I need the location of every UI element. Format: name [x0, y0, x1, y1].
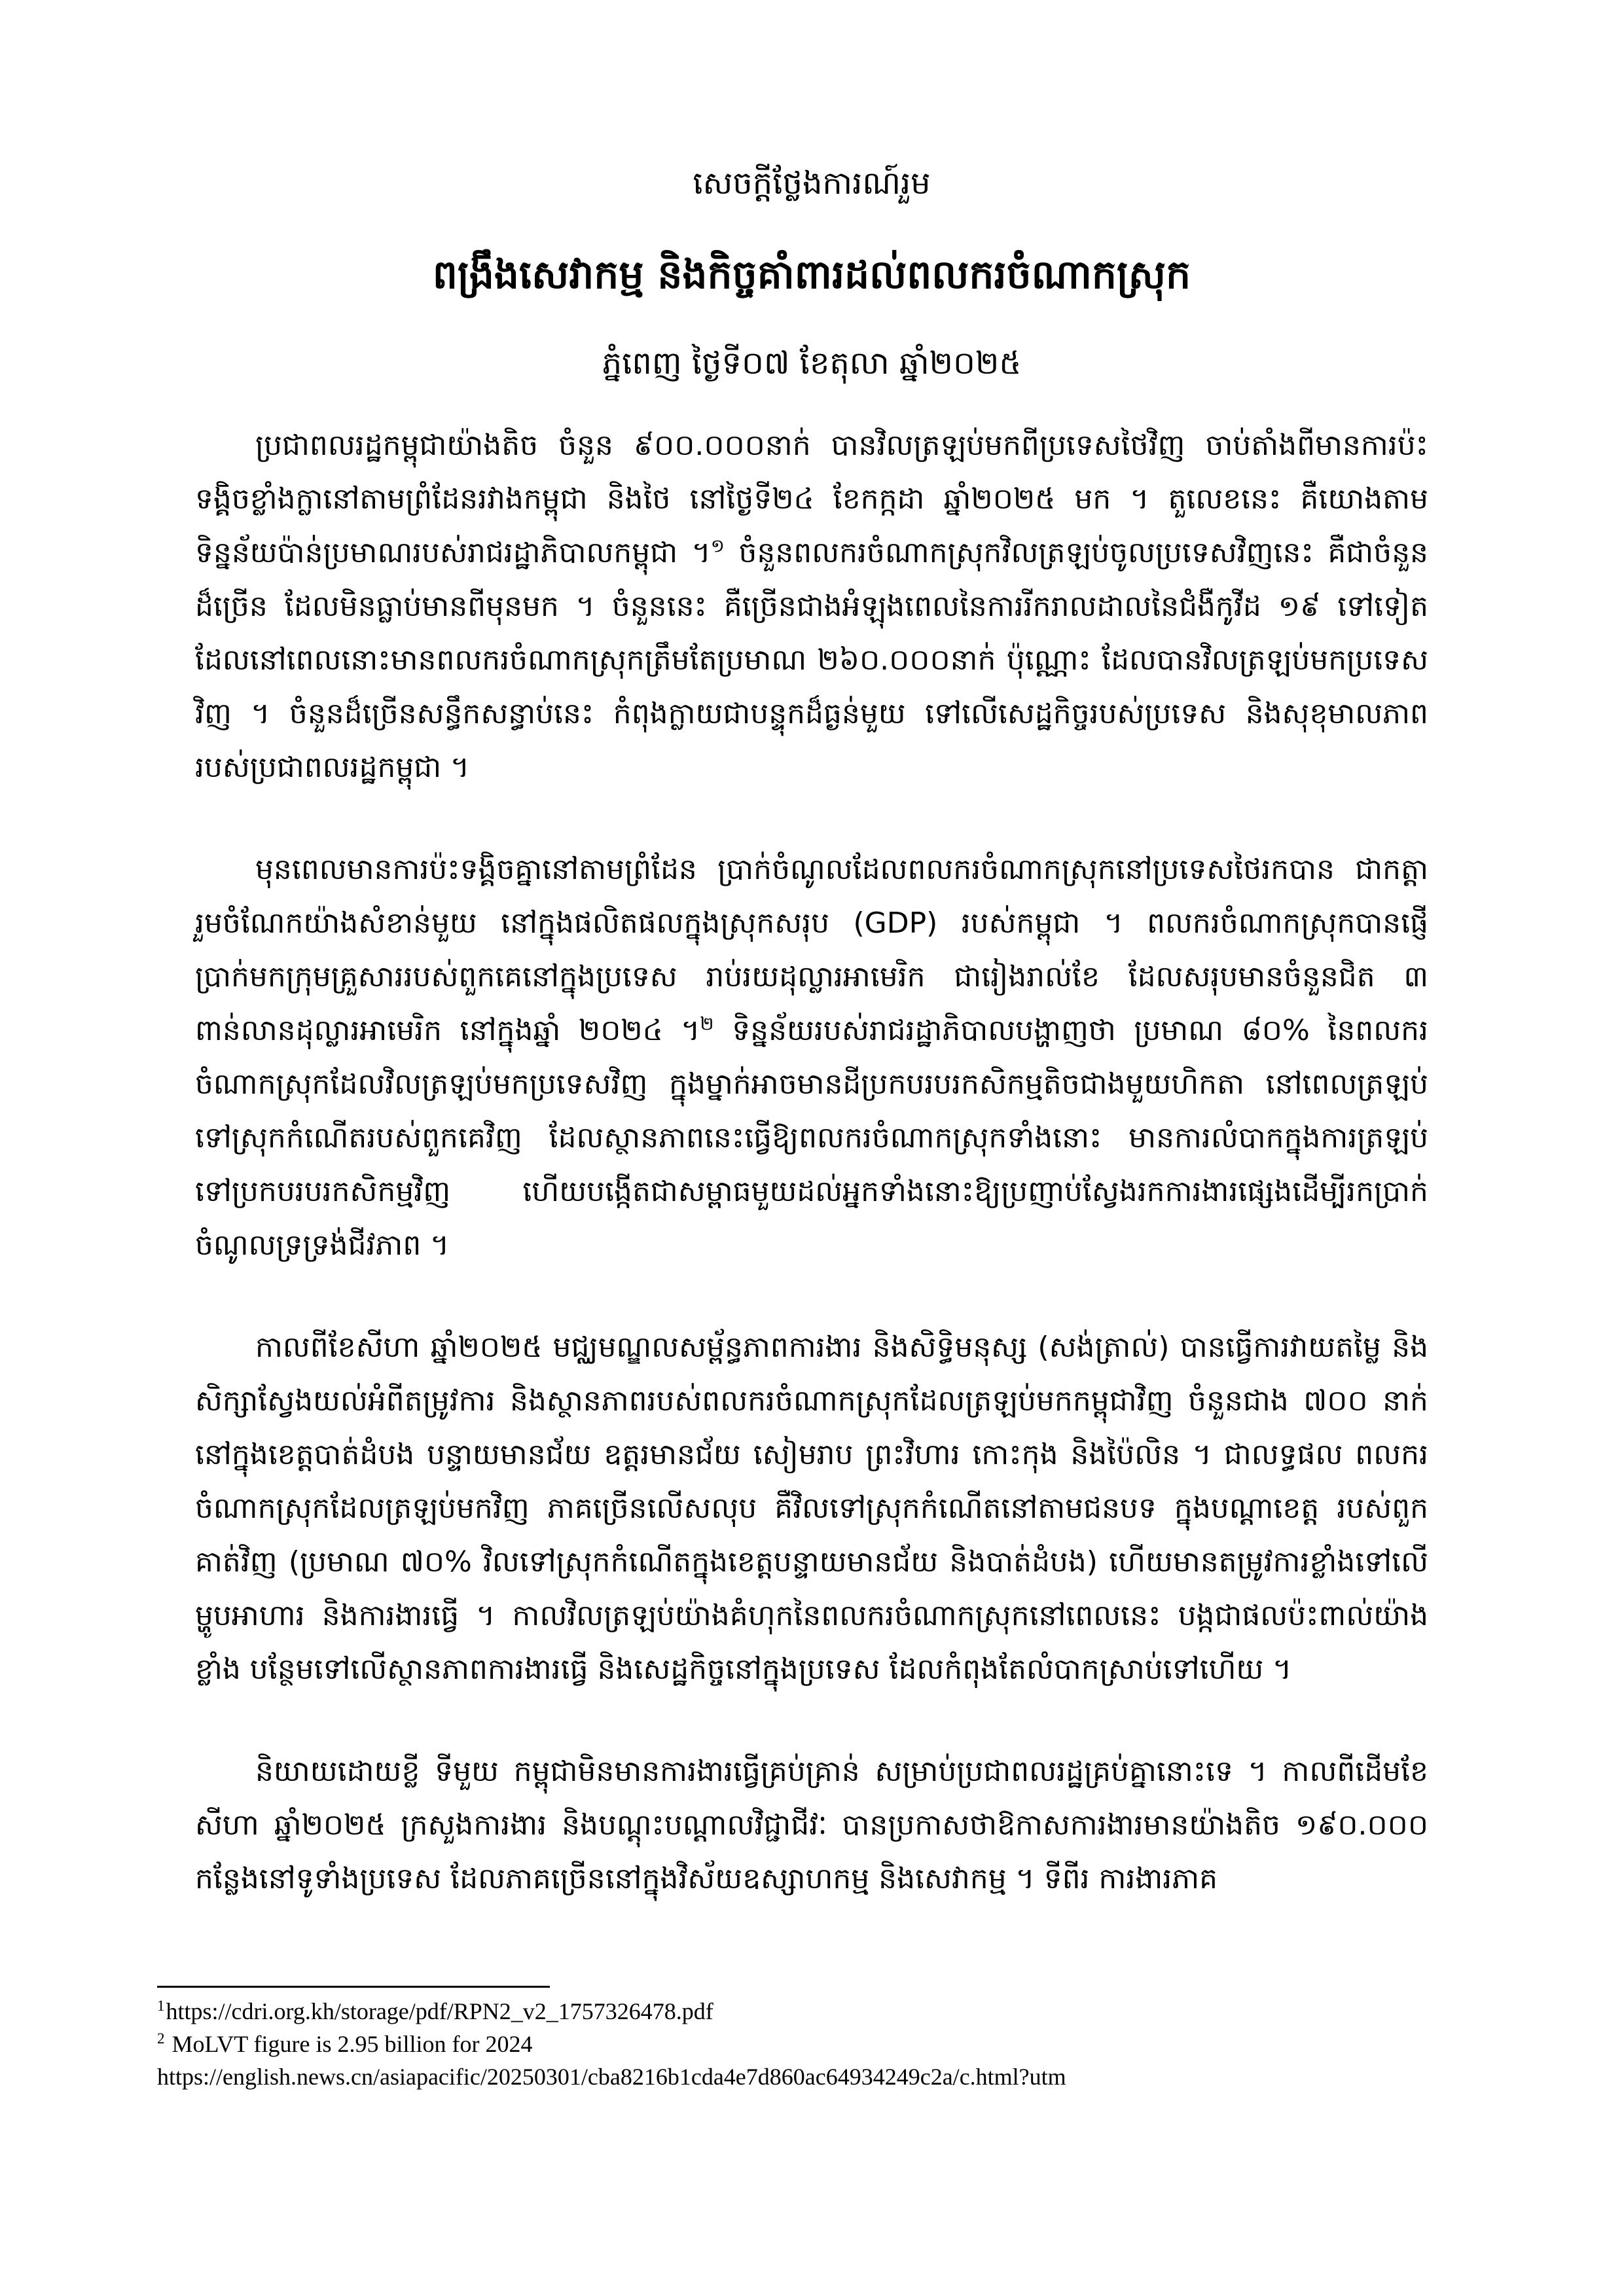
footnote-1	[157, 1995, 1466, 2028]
footnote-number: 1	[157, 1998, 165, 2014]
paragraph-1	[195, 419, 1428, 795]
paragraph-2	[195, 843, 1428, 1272]
footnote-number: 2	[157, 2030, 165, 2047]
document-type-heading: សេចក្ដីថ្លែងការណ៍រួម	[693, 165, 931, 202]
paragraph-3	[195, 1321, 1428, 1696]
paragraph-text: ប្រជាពលរដ្ឋកម្ពុជាយ៉ាងតិច ចំនួន ៩០០.០០០នាក់ បានវិលត្រឡប់មកពីប្រទេសថៃវិញ ចាប់តាំងពីមានការប៉ះទង្គិចខ្លាំងក្លានៅតាមព្រំដែនរវាងកម្ពុជា និងថៃ នៅថ្ងៃទី២៤ ខែកក្កដា ឆ្នាំ២០២៥ មក ។ តួលេខនេះ គឺយោងតាមទិន្នន័យប៉ាន់ប្រមាណរបស់រាជរដ្ឋាភិបាលកម្ពុជា ។	[195, 429, 1428, 569]
footnotes	[157, 1995, 1466, 2093]
paragraph-text: កាលពីខែសីហា ឆ្នាំ២០២៥ មជ្ឈមណ្ឌលសម្ព័ន្ធភាពការងារ និងសិទ្ធិមនុស្ស (សង់ត្រាល់) បានធ្វើការវាយតម្លៃ និងសិក្សាស្វែងយល់អំពីតម្រូវការ និងស្ថានភាពរបស់ពលករចំណាកស្រុកដែលត្រឡប់មកកម្ពុជាវិញ ចំនួនជាង ៧០០ នាក់ នៅក្នុងខេត្តបាត់ដំបង បន្ទាយមានជ័យ ឧត្ដរមានជ័យ សៀមរាប ព្រះវិហារ កោះកុង និងប៉ៃលិន ។ ជាលទ្ធផល ពលករចំណាកស្រុកដែលត្រឡប់មកវិញ ភាគច្រើនលើសលុប គឺវិលទៅស្រុកកំណើតនៅតាមជនបទ ក្នុងបណ្ដាខេត្ត របស់ពួកគាត់វិញ (ប្រមាណ ៧០% វិលទៅស្រុកកំណើតក្នុងខេត្តបន្ទាយមានជ័យ និងបាត់ដំបង) ហើយមានតម្រូវការខ្លាំងទៅលើម្ហូបអាហារ និងការងារធ្វើ ។ កាលវិលត្រឡប់យ៉ាងគំហុកនៃពលករចំណាកស្រុកនៅពេលនេះ បង្កជាផលប៉ះពាល់យ៉ាងខ្លាំង បន្ថែមទៅលើស្ថានភាពការងារធ្វើ និងសេដ្ឋកិច្ចនៅក្នុងប្រទេស ដែលកំពុងតែលំបាកស្រាប់ទៅហើយ ។	[195, 1331, 1429, 1686]
paragraph-text: ទិន្នន័យរបស់រាជរដ្ឋាភិបាលបង្ហាញថា ប្រមាណ ៨០% នៃពលករចំណាកស្រុកដែលវិលត្រឡប់មកប្រទេសវិញ ក្នុងម្នាក់អាចមានដីប្រកបរបរកសិកម្មតិចជាងមួយហិកតា នៅពេលត្រឡប់ទៅស្រុកកំណើតរបស់ពួកគេវិញ ដែលស្ថានភាពនេះធ្វើឱ្យពលករចំណាកស្រុកទាំងនោះ មានការលំបាកក្នុងការត្រឡប់ទៅប្រកបរបរកសិកម្មវិញ ហើយបង្កើតជាសម្ពាធមួយដល់អ្នកទាំងនោះឱ្យប្រញាប់ស្វែងរកការងារផ្សេងដើម្បីរកប្រាក់ចំណូលទ្រទ្រង់ជីវភាព ។	[195, 1014, 1428, 1262]
paragraph-4	[195, 1745, 1428, 1906]
paragraph-text: ចំនួនពលករចំណាកស្រុកវិលត្រឡប់ចូលប្រទេសវិញនេះ គឺជាចំនួនដ៏ច្រើន ដែលមិនធ្លាប់មានពីមុនមក ។ ចំនួននេះ គឺច្រើនជាងអំឡុងពេលនៃការរីករាលដាលនៃជំងឺកូវីដ ១៩ ទៅទៀត ដែលនៅពេលនោះមានពលករចំណាកស្រុកត្រឹមតែប្រមាណ ២៦០.០០០នាក់ ប៉ុណ្ណោះ ដែលបានវិលត្រឡប់មកប្រទេសវិញ ។ ចំនួនដ៏ច្រើនសន្ធឹកសន្ធាប់នេះ កំពុងក្លាយជាបន្ទុកដ៏ធ្ងន់មួយ ទៅលើសេដ្ឋកិច្ចរបស់ប្រទេស និងសុខុមាលភាពរបស់ប្រជាពលរដ្ឋកម្ពុជា ។	[195, 536, 1428, 784]
footnote-link[interactable]: https://cdri.org.kh/storage/pdf/RPN2_v2_1757326478.pdf	[166, 1998, 713, 2024]
footnote-2	[157, 2028, 1466, 2060]
footnote-link[interactable]: https://english.news.cn/asiapacific/20250301/cba8216b1cda4e7d860ac64934249c2a/c.html?utm	[157, 2064, 1066, 2090]
paragraph-text: និយាយដោយខ្លី ទីមួយ កម្ពុជាមិនមានការងារធ្វើគ្រប់គ្រាន់ សម្រាប់ប្រជាពលរដ្ឋគ្រប់គ្នានោះទេ ។ កាលពីដើមខែសីហា ឆ្នាំ២០២៥ ក្រសួងការងារ និងបណ្ដុះបណ្ដាលវិជ្ជាជីវៈ បានប្រកាសថាឱកាសការងារមានយ៉ាងតិច ១៩០.០០០ កន្លែងនៅទូទាំងប្រទេស ដែលភាគច្រើននៅក្នុងវិស័យឧស្សាហកម្ម និងសេវាកម្ម ។ ទីពីរ ការងារភាគ	[195, 1755, 1428, 1895]
footnote-reference-2[interactable]: ២	[700, 1013, 714, 1035]
footnote-text: MoLVT figure is 2.95 billion for 2024	[166, 2031, 533, 2057]
paragraph-text: មុនពេលមានការប៉ះទង្គិចគ្នានៅតាមព្រំដែន ប្រាក់ចំណូលដែលពលករចំណាកស្រុកនៅប្រទេសថៃរកបាន ជាកត្តារួមចំណែកយ៉ាងសំខាន់មួយ នៅក្នុងផលិតផលក្នុងស្រុកសរុប (GDP) របស់កម្ពុជា ។ ពលករចំណាកស្រុកបានផ្ញើប្រាក់មកក្រុមគ្រួសាររបស់ពួកគេនៅក្នុងប្រទេស រាប់រយដុល្លារអាមេរិក ជារៀងរាល់ខែ ដែលសរុបមានចំនួនជិត ៣ ពាន់លានដុល្លារអាមេរិក នៅក្នុងឆ្នាំ ២០២៤ ។	[195, 853, 1428, 1047]
document-body	[195, 419, 1428, 1954]
document-dateline: ភ្នំពេញ ថ្ងៃទី០៧ ខែតុលា ឆ្នាំ២០២៥	[602, 345, 1022, 382]
footnote-reference-1[interactable]: ១	[710, 535, 725, 557]
footnote-separator	[157, 1986, 550, 1988]
footnote-2-source	[157, 2060, 1466, 2093]
document-title: ពង្រឹងសេវាកម្ម និងកិច្ចគាំពារដល់ពលករចំណាកស្រុក	[432, 252, 1191, 298]
